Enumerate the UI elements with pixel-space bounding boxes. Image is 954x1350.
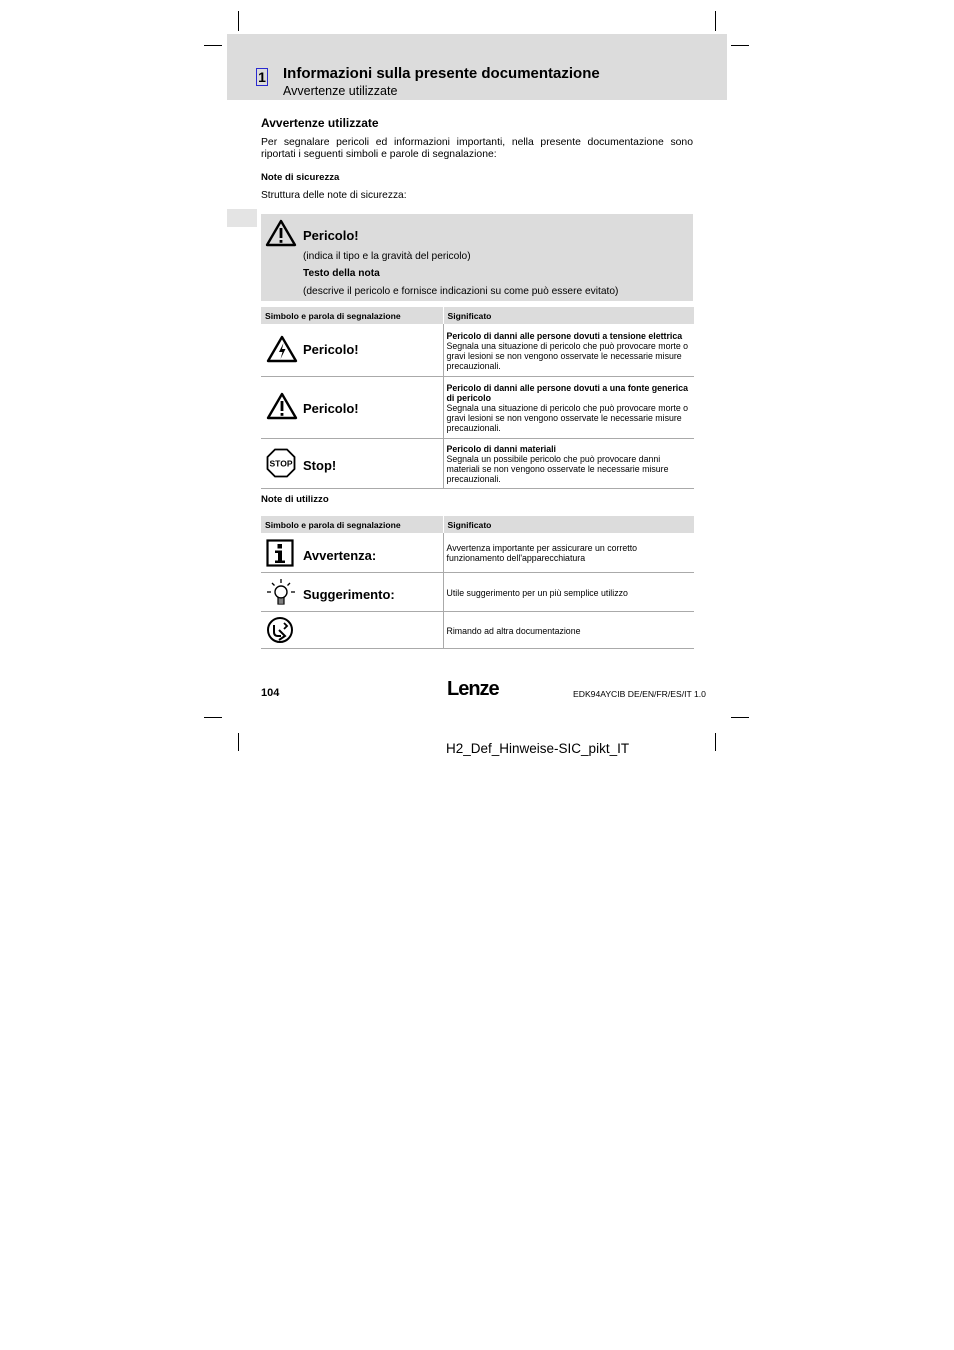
meaning-text: Segnala una situazione di pericolo che può provocare morte o gravi lesioni se non vengono osservate le necessarie misure precauzionali. [446,403,689,433]
meaning-title: Pericolo di danni materiali [446,444,557,454]
crop-mark [731,45,749,46]
meaning-text: Avvertenza importante per assicurare un corretto funzionamento dell'apparecchiatura [446,543,638,563]
page-title: Informazioni sulla presente documentazione [283,65,600,82]
stop-icon [266,448,296,478]
table-header-symbol: Simbolo e parola di segnalazione [261,307,443,324]
danger-box-title: Pericolo! [303,228,359,243]
meaning-title: Pericolo di danni alle persone dovuti a una fonte generica di pericolo [446,383,688,403]
meaning-text: Rimando ad altra documentazione [446,625,581,636]
chapter-number: 1 [256,68,268,86]
usage-symbols-table [261,516,695,649]
document-code: EDK94AYCIB DE/EN/FR/ES/IT 1.0 [573,689,706,699]
page-number: 104 [261,687,280,699]
safety-symbols-table [261,307,695,489]
signal-word: Pericolo! [303,401,359,416]
signal-word: Pericolo! [303,342,359,357]
electric-hazard-icon [266,335,298,363]
usage-notes-heading: Note di utilizzo [261,494,329,505]
crop-mark [731,717,749,718]
table-header-meaning: Significato [443,307,694,324]
crop-mark [238,11,239,31]
lightbulb-icon [266,578,296,608]
file-name-label: H2_Def_Hinweise-SIC_pikt_IT [446,741,630,756]
table-row [261,573,694,612]
brand-logo: Lenze [447,678,499,700]
signal-word: Suggerimento: [303,587,395,602]
signal-word: Avvertenza: [303,548,377,563]
crop-mark [204,45,222,46]
reference-icon [266,616,294,644]
table-header-meaning: Significato [443,516,694,533]
meaning-text: Segnala un possibile pericolo che può provocare danni materiali se non vengono osservate le necessarie misure precauzionali. [446,454,669,484]
danger-box-type: (indica il tipo e la gravità del pericolo) [303,251,471,262]
table-row [261,439,694,489]
table-row [261,377,694,439]
safety-notes-heading: Note di sicurezza [261,172,340,183]
page-subtitle: Avvertenze utilizzate [283,84,398,98]
info-icon [266,539,294,567]
crop-mark [238,733,239,751]
crop-mark [715,733,716,751]
general-hazard-icon [265,219,297,247]
general-hazard-icon [266,392,298,420]
table-row [261,324,694,377]
danger-box-description: (descrive il pericolo e fornisce indicazioni su come può essere evitato) [303,286,619,297]
meaning-title: Pericolo di danni alle persone dovuti a tensione elettrica [446,330,683,341]
section-title: Avvertenze utilizzate [261,116,379,130]
structure-label: Struttura delle note di sicurezza: [261,190,407,201]
crop-mark [204,717,222,718]
crop-mark [715,11,716,31]
table-header-symbol: Simbolo e parola di segnalazione [261,516,443,533]
table-row [261,533,694,573]
intro-paragraph: Per segnalare pericoli ed informazioni importanti, nella presente documentazione sono riportati i seguenti simboli e parole di segnalazione: [261,137,693,160]
side-tab [227,209,257,227]
stop-label: STOP [269,458,293,469]
meaning-text: Utile suggerimento per un più semplice utilizzo [446,587,628,598]
signal-word: Stop! [303,458,337,473]
meaning-text: Segnala una situazione di pericolo che può provocare morte o gravi lesioni se non vengono osservate le necessarie misure precauzionali. [446,340,689,371]
danger-box-text-label: Testo della nota [303,268,380,279]
table-row [261,612,694,649]
